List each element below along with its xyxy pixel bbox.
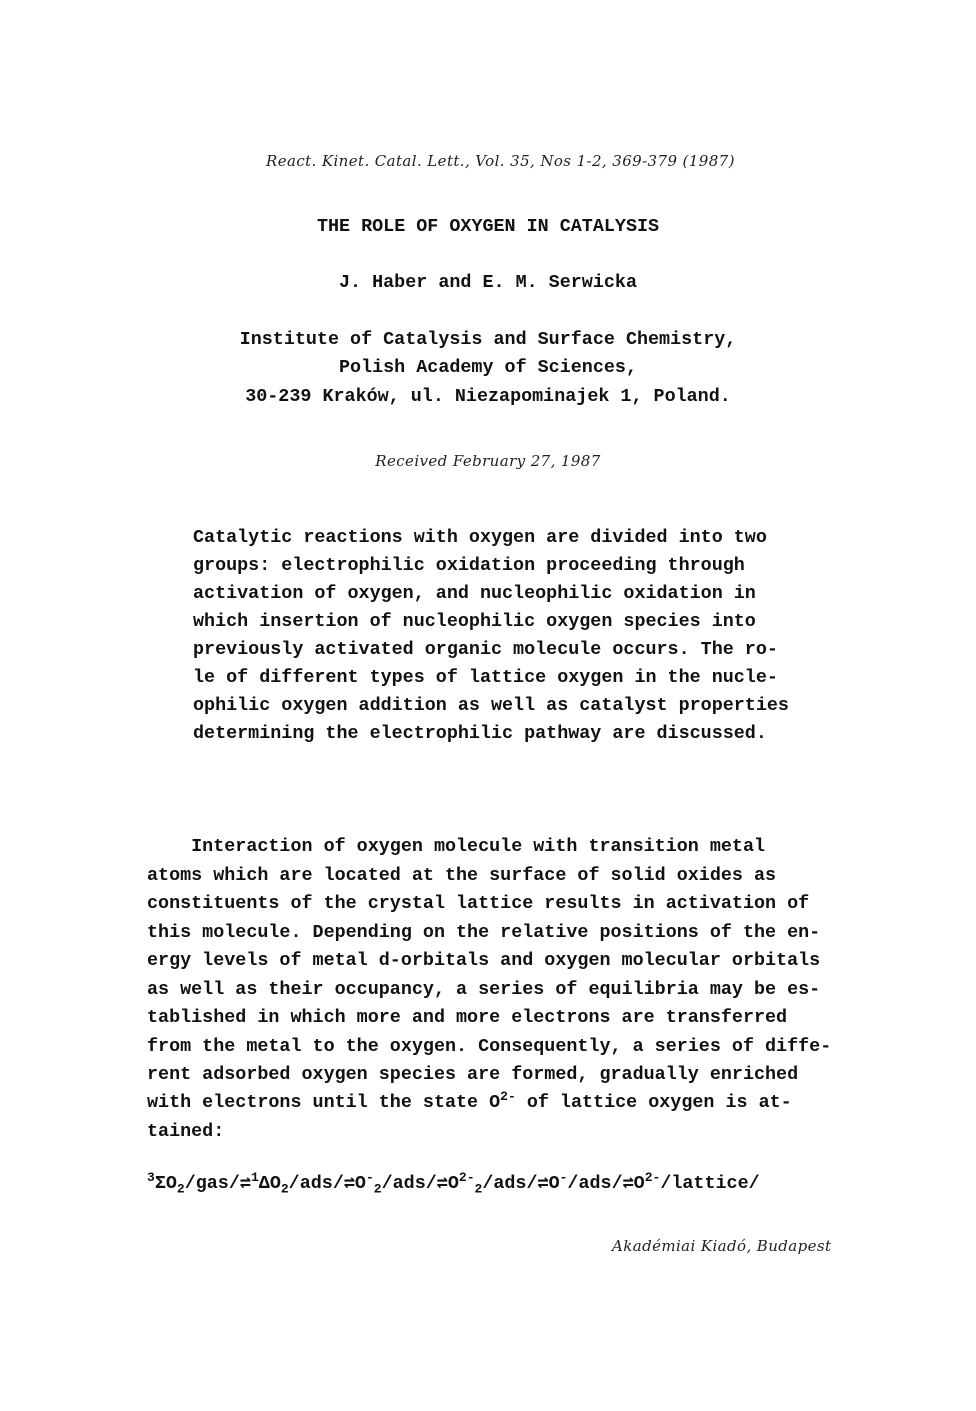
charge-superscript: 2- xyxy=(500,1088,516,1104)
eq-sub: 2 xyxy=(176,1181,185,1197)
received-date: Received February 27, 1987 xyxy=(375,452,601,470)
eq-sup: 3 xyxy=(147,1169,155,1185)
abstract-line: which insertion of nucleophilic oxygen species into xyxy=(193,611,756,632)
abstract-line: groups: electrophilic oxidation proceeding through xyxy=(193,555,745,576)
affiliation-line-3: 30-239 Kraków, ul. Niezapominajek 1, Poland. xyxy=(245,386,731,407)
body-text-segment: with electrons until the state O xyxy=(147,1092,501,1113)
eq-term: /gas/⇌ xyxy=(184,1173,251,1194)
body-line: as well as their occupancy, a series of equilibria may be es- xyxy=(147,979,821,1000)
affiliation-line-1: Institute of Catalysis and Surface Chemistry, xyxy=(239,329,737,350)
body-line: constituents of the crystal lattice results in activation of xyxy=(147,893,810,914)
eq-term: /ads/⇌O xyxy=(288,1173,366,1194)
eq-sub: 2 xyxy=(474,1181,483,1197)
eq-sub: 2 xyxy=(280,1181,289,1197)
body-line: ergy levels of metal d-orbitals and oxygen molecular orbitals xyxy=(147,950,821,971)
eq-sub: 2 xyxy=(373,1181,382,1197)
body-line: rent adsorbed oxygen species are formed, gradually enriched xyxy=(147,1064,799,1085)
body-line: tablished in which more and more electrons are transferred xyxy=(147,1007,788,1028)
journal-citation: React. Kinet. Catal. Lett., Vol. 35, Nos 1-2, 369-379 (1987) xyxy=(266,152,735,170)
abstract-line: activation of oxygen, and nucleophilic oxidation in xyxy=(193,583,756,604)
body-line: from the metal to the oxygen. Consequently, a series of diffe- xyxy=(147,1036,832,1057)
body-line: atoms which are located at the surface of solid oxides as xyxy=(147,865,777,886)
affiliation-line-2: Polish Academy of Sciences, xyxy=(339,357,637,378)
eq-sup: 2- xyxy=(458,1169,475,1185)
eq-sup: 2- xyxy=(644,1169,661,1185)
paper-authors: J. Haber and E. M. Serwicka xyxy=(339,272,637,293)
oxygen-equilibria-equation xyxy=(147,1169,760,1197)
eq-sup: - xyxy=(559,1169,568,1185)
publisher-footer: Akadémiai Kiadó, Budapest xyxy=(612,1237,832,1255)
eq-term: /ads/⇌O xyxy=(567,1173,645,1194)
body-line: tained: xyxy=(147,1121,225,1142)
eq-sup: 1 xyxy=(250,1169,259,1185)
eq-term: /lattice/ xyxy=(660,1173,760,1194)
abstract-line: previously activated organic molecule occurs. The ro- xyxy=(193,639,778,660)
paper-title: THE ROLE OF OXYGEN IN CATALYSIS xyxy=(316,216,660,237)
body-line: this molecule. Depending on the relative positions of the en- xyxy=(147,922,821,943)
abstract-line: le of different types of lattice oxygen in the nucle- xyxy=(193,667,778,688)
abstract-line: ophilic oxygen addition as well as catalyst properties xyxy=(193,695,789,716)
abstract-line: Catalytic reactions with oxygen are divided into two xyxy=(193,527,767,548)
body-text-segment: of lattice oxygen is at- xyxy=(515,1092,792,1113)
eq-term: /ads/⇌O xyxy=(381,1173,459,1194)
eq-term: /ads/⇌O xyxy=(482,1173,560,1194)
eq-term: ΣO xyxy=(154,1173,177,1194)
abstract-line: determining the electrophilic pathway are discussed. xyxy=(193,723,767,744)
eq-term: ΔO xyxy=(258,1173,281,1194)
eq-sup: - xyxy=(365,1169,374,1185)
body-line: Interaction of oxygen molecule with transition metal xyxy=(147,836,766,857)
body-line xyxy=(147,1088,792,1113)
